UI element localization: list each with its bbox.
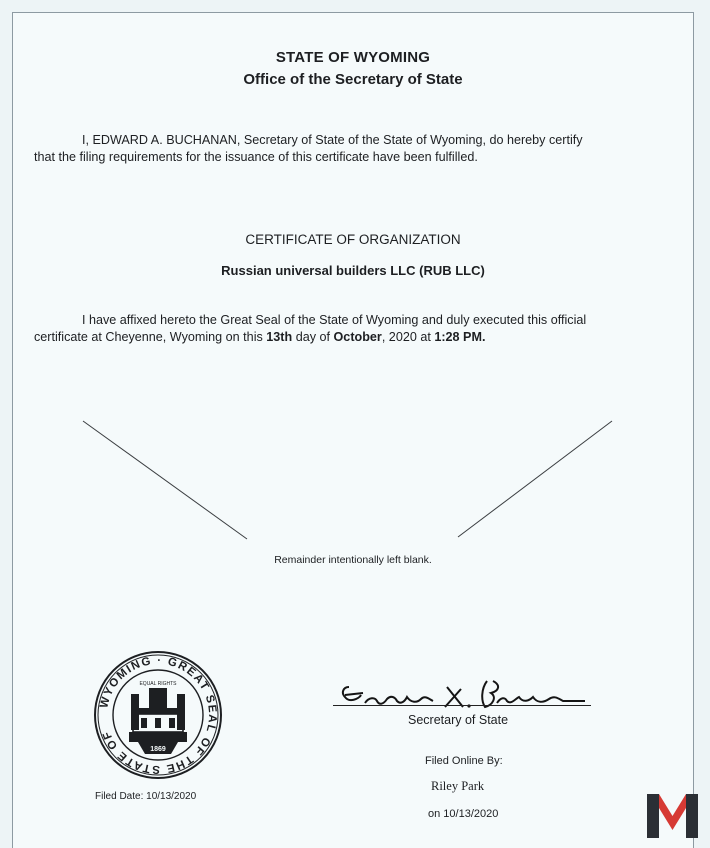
certify-line-1: I, EDWARD A. BUCHANAN, Secretary of State of the State of Wyoming, do hereby certify — [82, 133, 583, 147]
m-logo-icon — [645, 790, 700, 840]
time-value: 1:28 PM. — [434, 330, 486, 344]
filed-on-date: on 10/13/2020 — [428, 808, 499, 820]
svg-text:EQUAL RIGHTS: EQUAL RIGHTS — [139, 681, 177, 687]
month-value: October — [333, 330, 382, 344]
affixed-line-1: I have affixed hereto the Great Seal of the State of Wyoming and duly executed this official — [82, 313, 587, 327]
filed-date: Filed Date: 10/13/2020 — [95, 791, 197, 802]
signature-line — [333, 705, 591, 706]
remainder-note: Remainder intentionally left blank. — [274, 554, 432, 566]
affixed-paragraph — [34, 312, 674, 346]
signature-image — [335, 673, 595, 713]
entity-name: Russian universal builders LLC (RUB LLC) — [221, 263, 485, 278]
affixed-line-2: certificate at Cheyenne, Wyoming on this 13th day of October, 2020 at 1:28 PM. — [34, 330, 486, 344]
filed-online-label: Filed Online By: — [425, 755, 503, 767]
filer-name: Riley Park — [431, 779, 485, 793]
state-heading: STATE OF WYOMING — [275, 49, 431, 66]
day-value: 13th — [266, 330, 293, 344]
signature-caption: Secretary of State — [408, 713, 509, 727]
office-heading: Office of the Secretary of State — [243, 71, 463, 88]
certificate-page — [12, 12, 694, 848]
certify-paragraph — [34, 132, 674, 166]
certificate-type: CERTIFICATE OF ORGANIZATION — [245, 232, 461, 247]
svg-text:1869: 1869 — [150, 746, 166, 753]
svg-text:WYOMING · GREAT SEAL OF THE ST: WYOMING · GREAT SEAL OF THE STATE OF — [98, 654, 219, 776]
great-seal-icon — [93, 650, 223, 780]
certify-line-2: that the filing requirements for the issuance of this certificate have been fulfilled. — [34, 150, 478, 164]
blank-space-diagonal-lines — [79, 417, 619, 547]
